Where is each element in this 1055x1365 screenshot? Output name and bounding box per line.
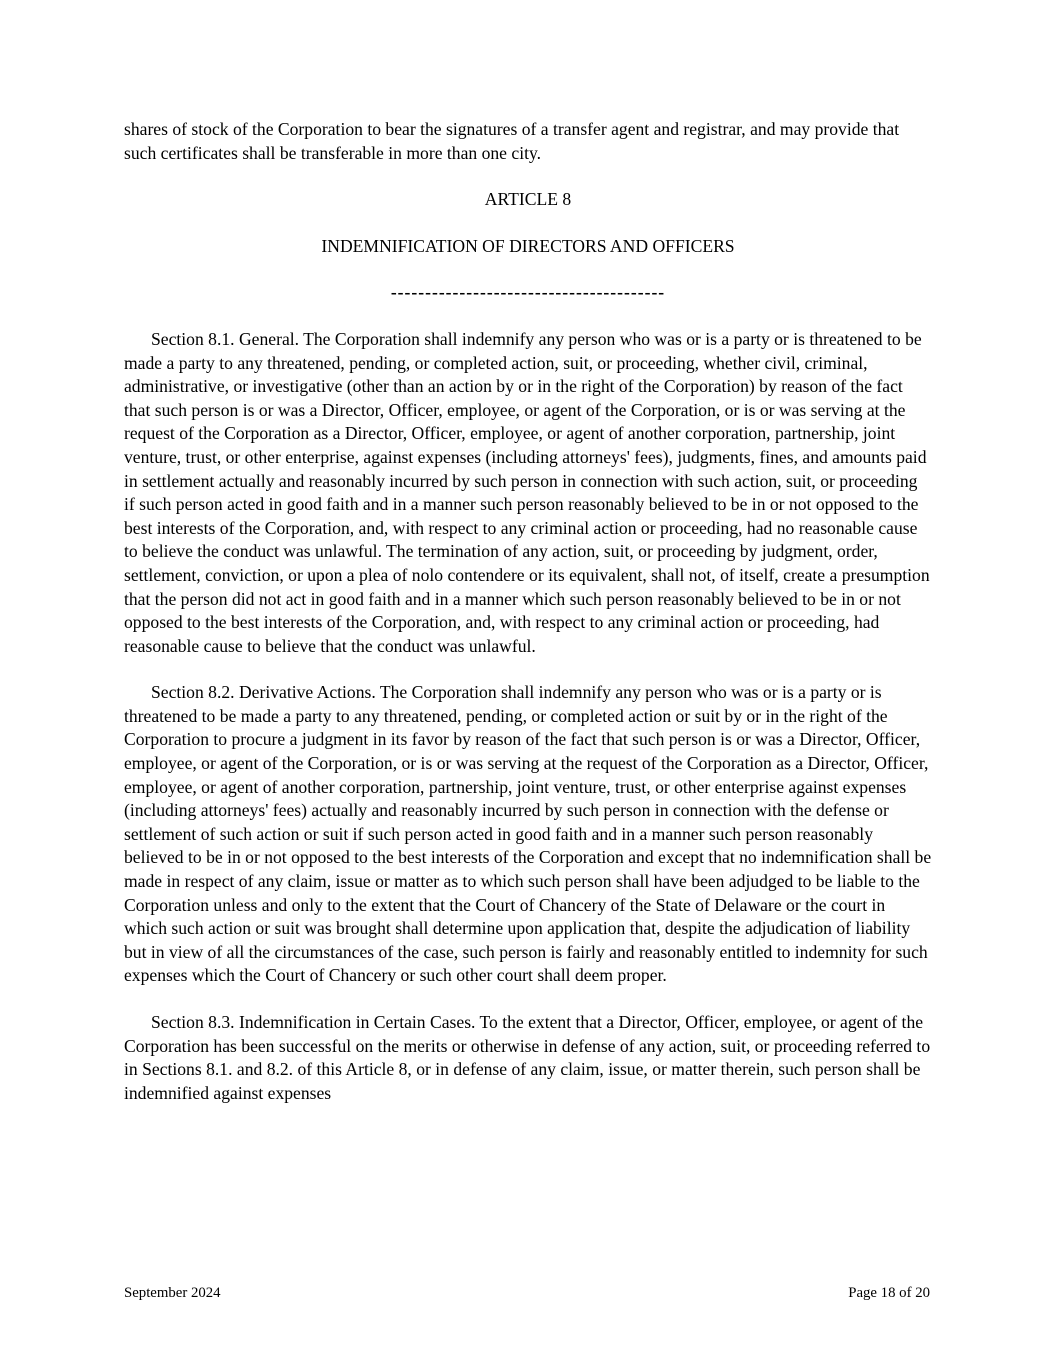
article-heading: ARTICLE 8 [484, 189, 572, 210]
section-8-3-paragraph: Section 8.3. Indemnification in Certain Cases. To the extent that a Director, Officer, employee, or agent of the Corporation has been successful on the merits or otherwise in defense of any action, suit, or proceeding referred to in Sections 8.1. and 8.2. of this Article 8, or in defense of any claim, issue, or matter therein, such person shall be indemnified against expenses [124, 1012, 931, 1103]
divider-dashes: ---------------------------------------- [390, 282, 666, 303]
footer-date: September 2024 [124, 1285, 221, 1301]
section-8-1-paragraph: Section 8.1. General. The Corporation shall indemnify any person who was or is a party or is threatened to be made a party to any threatened, pending, or completed action, suit, or proceeding, whether civil, criminal, administrative, or investigative (other than an action by or in the right of the Corporation) by reason of the fact that such person is or was a Director, Officer, employee, or agent of the Corporation, or is or was serving at the request of the Corporation as a Director, Officer, employee, or agent of another corporation, partnership, joint venture, trust, or other enterprise, against expenses (including attorneys' fees), judgments, fines, and amounts paid in settlement actually and reasonably incurred by such person in connection with such action, suit, or proceeding if such person acted in good faith and in a manner such person reasonably believed to be in or not opposed to the best interests of the Corporation, and, with respect to any criminal action or proceeding, had no reasonable cause to believe the conduct was unlawful. The termination of any action, suit, or proceeding by judgment, order, settlement, conviction, or upon a plea of nolo contendere or its equivalent, shall not, of itself, create a presumption that the person did not act in good faith and in a manner which such person reasonably believed to be in or not opposed to the best interests of the Corporation, and, with respect to any criminal action or proceeding, had reasonable cause to believe that the conduct was unlawful. [124, 328, 930, 656]
page-footer [124, 1283, 930, 1303]
footer-page-number: Page 18 of 20 [848, 1285, 930, 1301]
section-8-2-paragraph: Section 8.2. Derivative Actions. The Corporation shall indemnify any person who was or is a party or is threatened to be made a party to any threatened, pending, or completed action or suit by or in the right of the Corporation to procure a judgment in its favor by reason of the fact that such person is or was a Director, Officer, employee, or agent of the Corporation, or is or was serving at the request of the Corporation as a Director, Officer, employee, or agent of another corporation, partnership, joint venture, trust, or other enterprise against expenses (including attorneys' fees) actually and reasonably incurred by such person in connection with the defense or settlement of such action or suit if such person acted in good faith and in a manner such person reasonably believed to be in or not opposed to the best interests of the Corporation and except that no indemnification shall be made in respect of any claim, issue or matter as to which such person shall have been adjudged to be liable to the Corporation unless and only to the extent that the Court of Chancery of the State of Delaware or the court in which such action or suit was brought shall determine upon application that, despite the adjudication of liability but in view of all the circumstances of the case, such person is fairly and reasonably entitled to indemnity for such expenses which the Court of Chancery or such other court shall deem proper. [124, 682, 932, 986]
paragraph-continuation: shares of stock of the Corporation to bear the signatures of a transfer agent and registrar, and may provide that such certificates shall be transferable in more than one city. [124, 119, 900, 163]
article-title: INDEMNIFICATION OF DIRECTORS AND OFFICERS [321, 235, 735, 256]
document-body [124, 118, 932, 1128]
